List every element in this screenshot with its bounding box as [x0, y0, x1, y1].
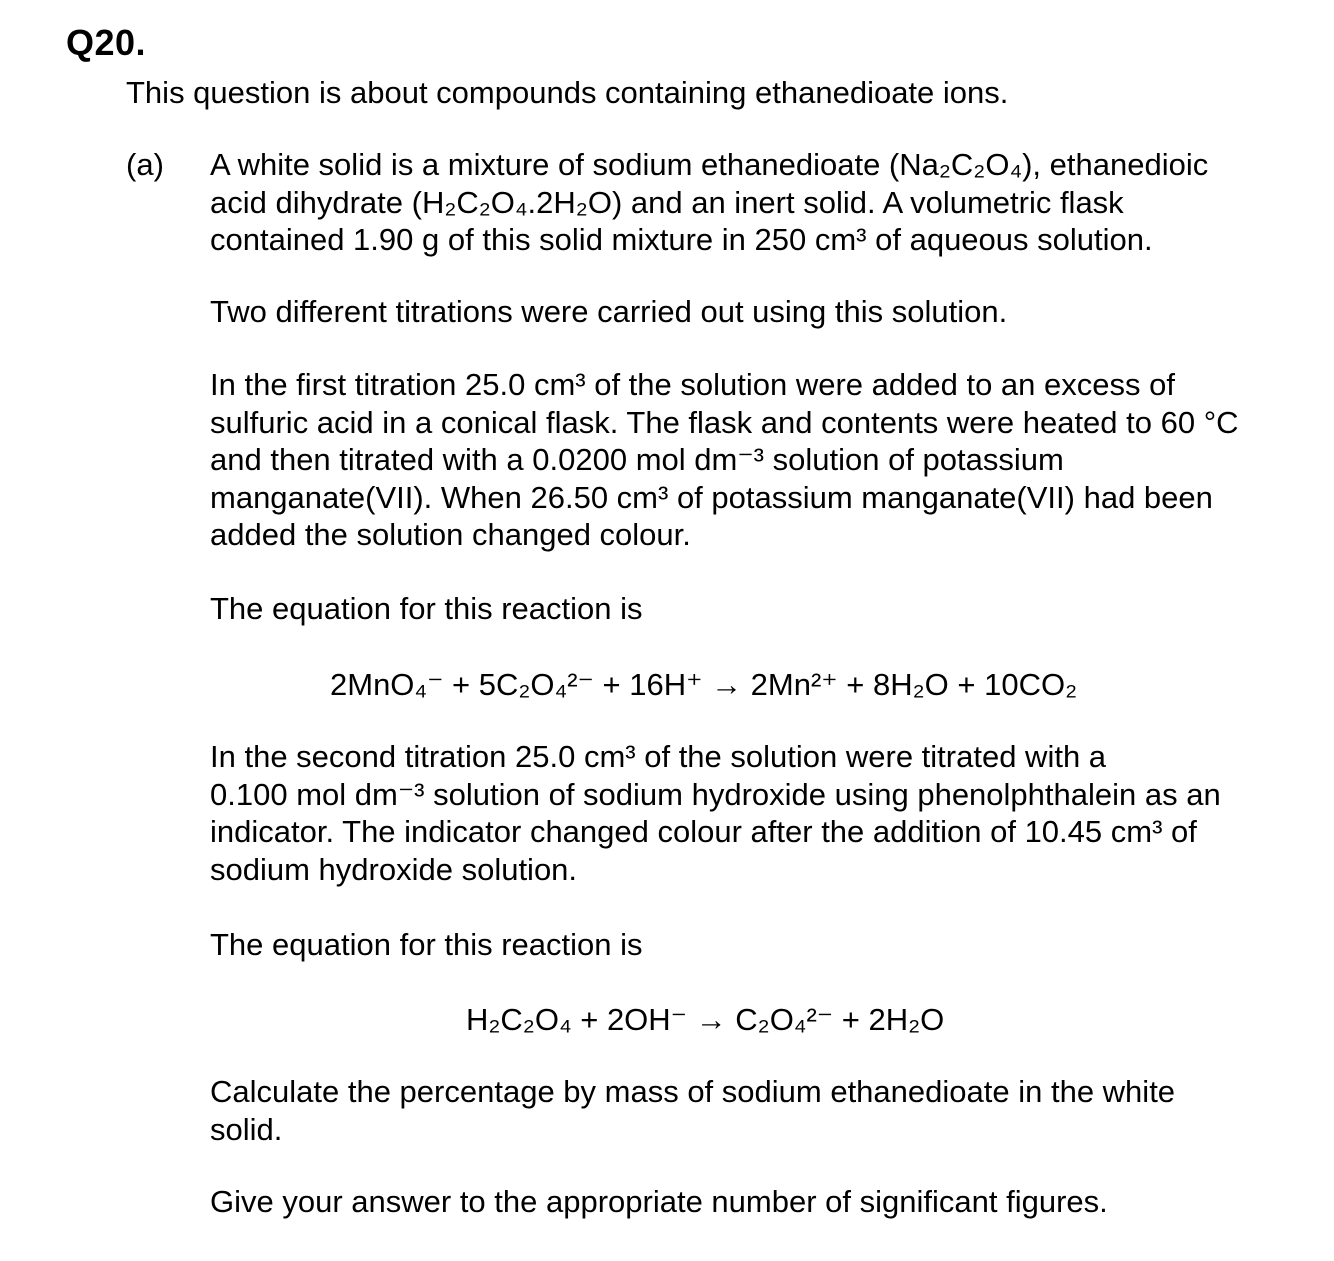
text-line: Calculate the percentage by mass of sodium ethanedioate in the white	[210, 1074, 1176, 1109]
paragraph-first-titration	[210, 366, 1310, 554]
question-intro: This question is about compounds containing ethanedioate ions.	[126, 75, 1009, 110]
paragraph-significant-figures	[210, 1183, 1310, 1221]
text-line: The equation for this reaction is	[210, 927, 643, 962]
text-line: Two different titrations were carried out using this solution.	[210, 294, 1008, 329]
text-line: 0.100 mol dm⁻³ solution of sodium hydroxide using phenolphthalein as an	[210, 776, 1221, 812]
question-number: Q20.	[66, 22, 147, 63]
text-line: A white solid is a mixture of sodium ethanedioate (Na₂C₂O₄), ethanedioic	[210, 147, 1209, 182]
paragraph-calculate	[210, 1073, 1310, 1148]
paragraph-titrations	[210, 293, 1310, 331]
text-line: The equation for this reaction is	[210, 591, 643, 626]
text-line: manganate(VII). When 26.50 cm³ of potassium manganate(VII) had been	[210, 479, 1213, 515]
paragraph-mixture	[210, 146, 1310, 259]
text-line: contained 1.90 g of this solid mixture in 250 cm³ of aqueous solution.	[210, 222, 1153, 257]
text-line: acid dihydrate (H₂C₂O₄.2H₂O) and an inert solid. A volumetric flask	[210, 184, 1124, 220]
equation-intro-2	[210, 926, 1310, 964]
text-line: sodium hydroxide solution.	[210, 851, 578, 887]
text-line: added the solution changed colour.	[210, 517, 691, 552]
text-line: solid.	[210, 1111, 283, 1147]
paragraph-second-titration	[210, 738, 1310, 888]
text-line: sulfuric acid in a conical flask. The flask and contents were heated to 60 °C	[210, 404, 1239, 440]
text-line: indicator. The indicator changed colour after the addition of 10.45 cm³ of	[210, 814, 1197, 849]
part-label: (a)	[126, 147, 164, 182]
text-line: In the second titration 25.0 cm³ of the solution were titrated with a	[210, 739, 1107, 774]
equation-intro-1	[210, 590, 1310, 628]
text-line: In the first titration 25.0 cm³ of the solution were added to an excess of	[210, 367, 1175, 402]
text-line: Give your answer to the appropriate number of significant figures.	[210, 1184, 1108, 1219]
equation-permanganate: 2MnO₄⁻ + 5C₂O₄²⁻ + 16H⁺ → 2Mn²⁺ + 8H₂O + 10CO₂	[330, 667, 1078, 702]
equation-hydroxide: H₂C₂O₄ + 2OH⁻ → C₂O₄²⁻ + 2H₂O	[466, 1002, 945, 1037]
text-line: and then titrated with a 0.0200 mol dm⁻³ solution of potassium	[210, 442, 1064, 477]
